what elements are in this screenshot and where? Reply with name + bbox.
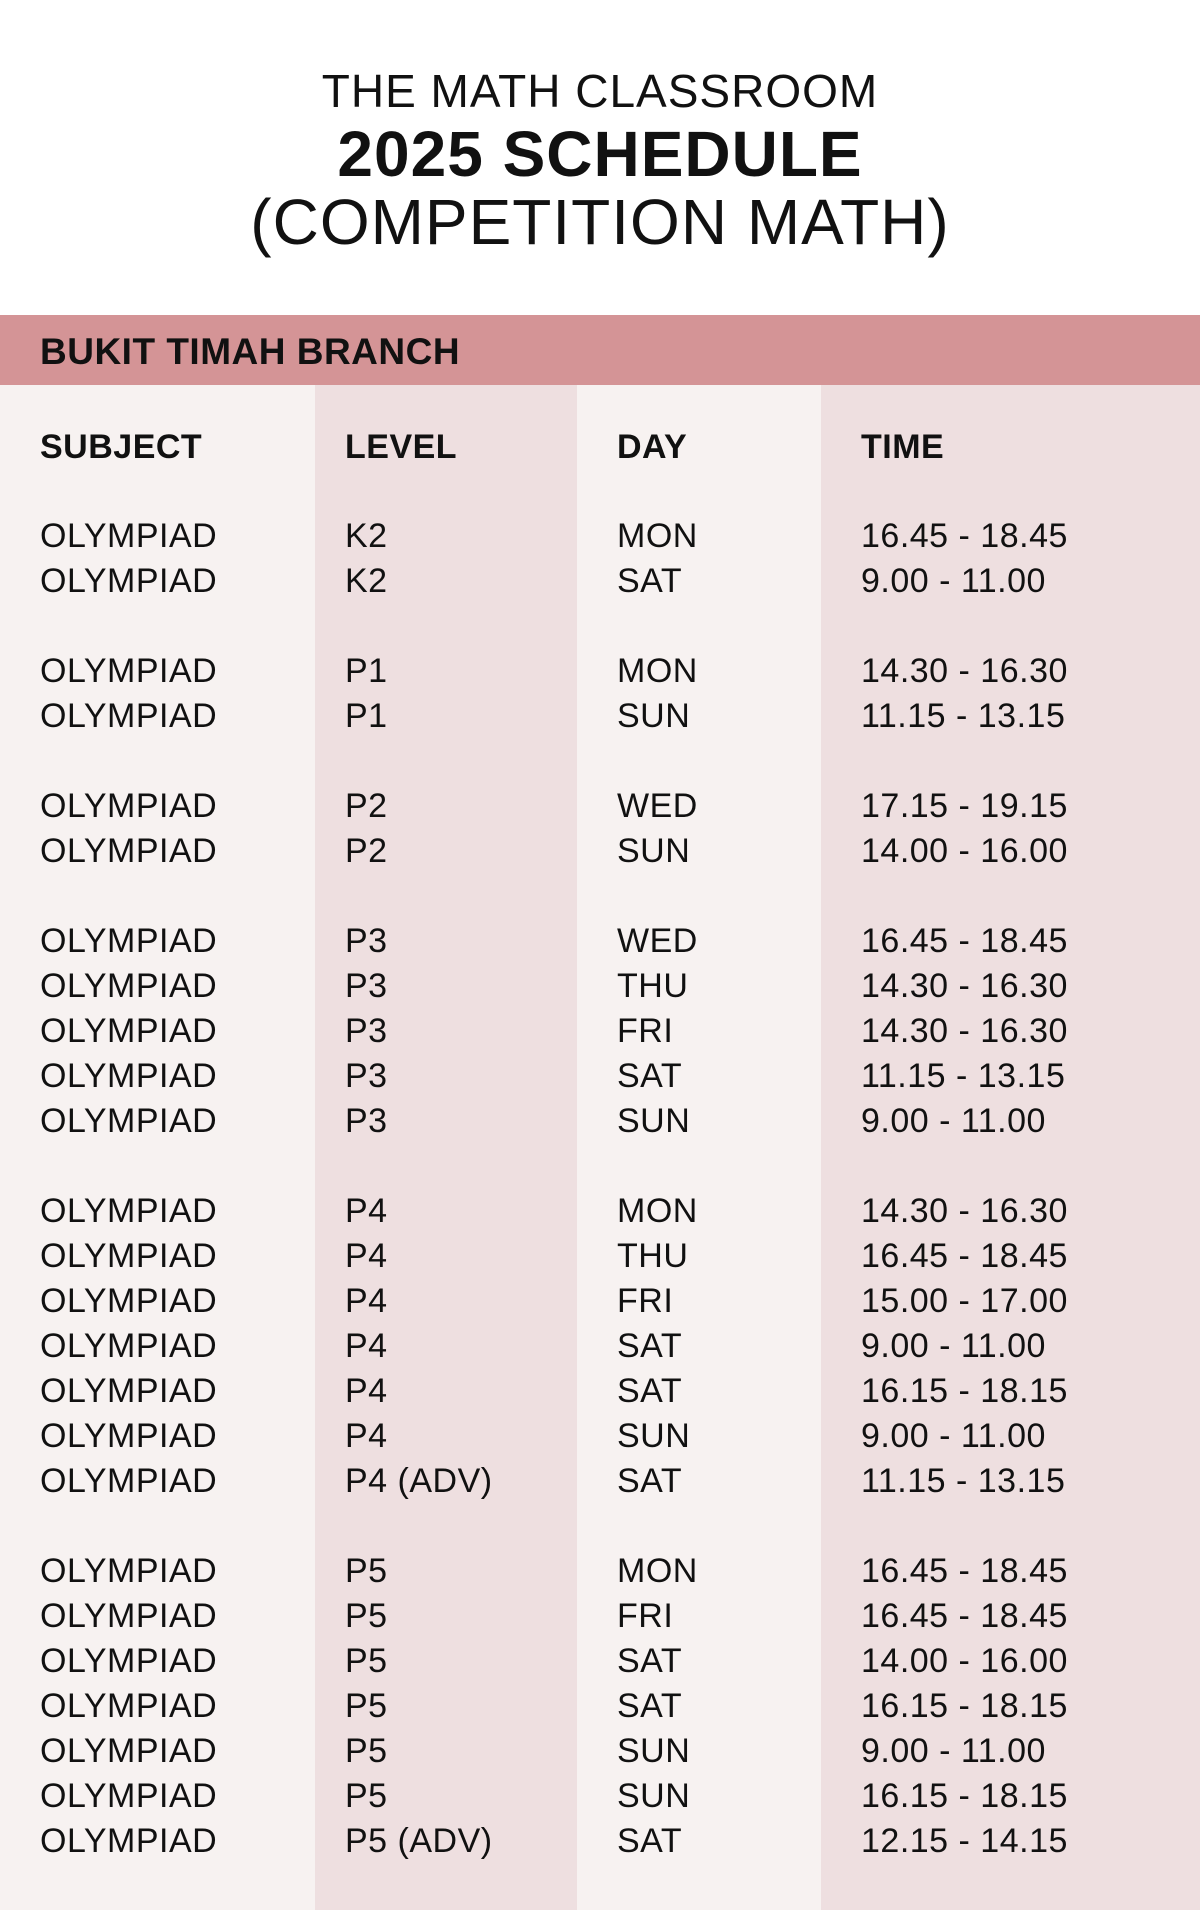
- level-group: [0, 514, 1200, 604]
- table-row: [0, 1774, 1200, 1819]
- day-cell: THU: [617, 967, 689, 1005]
- subject-cell: OLYMPIAD: [40, 1192, 218, 1230]
- time-cell: 16.45 - 18.45: [861, 517, 1068, 555]
- level-cell: P2: [345, 832, 388, 870]
- level-cell: P5: [345, 1732, 388, 1770]
- day-cell: SAT: [617, 1822, 683, 1860]
- level-group: [0, 919, 1200, 1144]
- day-cell: MON: [617, 652, 698, 690]
- time-cell: 16.45 - 18.45: [861, 1597, 1068, 1635]
- subject-cell: OLYMPIAD: [40, 562, 218, 600]
- level-cell: P5 (ADV): [345, 1822, 493, 1860]
- time-cell: 12.15 - 14.15: [861, 1822, 1068, 1860]
- table-row: [0, 1819, 1200, 1864]
- day-cell: SUN: [617, 1732, 691, 1770]
- day-cell: MON: [617, 517, 698, 555]
- level-group: [0, 1189, 1200, 1504]
- table-row: [0, 1729, 1200, 1774]
- time-cell: 9.00 - 11.00: [861, 1732, 1046, 1770]
- day-cell: SAT: [617, 562, 683, 600]
- schedule-title: 2025 SCHEDULE: [337, 118, 863, 190]
- level-cell: P1: [345, 697, 388, 735]
- branch-banner: [0, 315, 1200, 385]
- time-cell: 9.00 - 11.00: [861, 1417, 1046, 1455]
- day-cell: SAT: [617, 1057, 683, 1095]
- table-row: [0, 1054, 1200, 1099]
- level-cell: P3: [345, 967, 388, 1005]
- day-cell: SAT: [617, 1687, 683, 1725]
- table-row: [0, 964, 1200, 1009]
- table-row: [0, 784, 1200, 829]
- subject-cell: OLYMPIAD: [40, 1057, 218, 1095]
- table-row: [0, 694, 1200, 739]
- time-cell: 9.00 - 11.00: [861, 1102, 1046, 1140]
- table-row: [0, 1099, 1200, 1144]
- subject-cell: OLYMPIAD: [40, 517, 218, 555]
- day-cell: SUN: [617, 1102, 691, 1140]
- level-column-header: LEVEL: [345, 428, 458, 466]
- subject-cell: OLYMPIAD: [40, 1282, 218, 1320]
- day-cell: SAT: [617, 1327, 683, 1365]
- time-cell: 17.15 - 19.15: [861, 787, 1068, 825]
- table-row: [0, 829, 1200, 874]
- table-row: [0, 1414, 1200, 1459]
- time-cell: 14.00 - 16.00: [861, 832, 1068, 870]
- time-cell: 9.00 - 11.00: [861, 562, 1046, 600]
- subject-cell: OLYMPIAD: [40, 1237, 218, 1275]
- time-cell: 16.15 - 18.15: [861, 1372, 1068, 1410]
- day-cell: FRI: [617, 1597, 674, 1635]
- table-row: [0, 514, 1200, 559]
- level-group: [0, 784, 1200, 874]
- subject-cell: OLYMPIAD: [40, 1462, 218, 1500]
- subject-cell: OLYMPIAD: [40, 1102, 218, 1140]
- level-cell: P1: [345, 652, 388, 690]
- level-cell: P5: [345, 1777, 388, 1815]
- level-cell: P5: [345, 1597, 388, 1635]
- day-cell: MON: [617, 1552, 698, 1590]
- level-cell: P4: [345, 1372, 388, 1410]
- time-column-header: TIME: [861, 428, 945, 466]
- table-row: [0, 1594, 1200, 1639]
- schedule-rows: [0, 514, 1200, 1909]
- table-row: [0, 1549, 1200, 1594]
- day-cell: FRI: [617, 1012, 674, 1050]
- schedule-subtitle: (COMPETITION MATH): [250, 186, 950, 258]
- subject-cell: OLYMPIAD: [40, 1732, 218, 1770]
- level-cell: P3: [345, 1102, 388, 1140]
- time-cell: 9.00 - 11.00: [861, 1327, 1046, 1365]
- subject-cell: OLYMPIAD: [40, 787, 218, 825]
- table-row: [0, 919, 1200, 964]
- time-cell: 14.30 - 16.30: [861, 967, 1068, 1005]
- subject-cell: OLYMPIAD: [40, 967, 218, 1005]
- subject-cell: OLYMPIAD: [40, 922, 218, 960]
- day-cell: FRI: [617, 1282, 674, 1320]
- time-cell: 14.30 - 16.30: [861, 1192, 1068, 1230]
- subject-cell: OLYMPIAD: [40, 1822, 218, 1860]
- time-cell: 14.00 - 16.00: [861, 1642, 1068, 1680]
- subject-cell: OLYMPIAD: [40, 697, 218, 735]
- subject-column-header: SUBJECT: [40, 428, 203, 466]
- level-group: [0, 649, 1200, 739]
- subject-cell: OLYMPIAD: [40, 1417, 218, 1455]
- level-cell: K2: [345, 517, 388, 555]
- subject-cell: OLYMPIAD: [40, 1777, 218, 1815]
- table-row: [0, 1279, 1200, 1324]
- table-row: [0, 1324, 1200, 1369]
- level-cell: K2: [345, 562, 388, 600]
- day-cell: SUN: [617, 832, 691, 870]
- subject-cell: OLYMPIAD: [40, 1687, 218, 1725]
- subject-cell: OLYMPIAD: [40, 1372, 218, 1410]
- day-cell: SUN: [617, 1777, 691, 1815]
- time-cell: 15.00 - 17.00: [861, 1282, 1068, 1320]
- subject-cell: OLYMPIAD: [40, 1597, 218, 1635]
- day-cell: SAT: [617, 1462, 683, 1500]
- time-cell: 16.45 - 18.45: [861, 922, 1068, 960]
- level-cell: P3: [345, 1012, 388, 1050]
- day-cell: WED: [617, 922, 698, 960]
- level-cell: P4: [345, 1192, 388, 1230]
- subject-cell: OLYMPIAD: [40, 1012, 218, 1050]
- table-row: [0, 1234, 1200, 1279]
- day-cell: SAT: [617, 1642, 683, 1680]
- level-group: [0, 1549, 1200, 1864]
- time-cell: 11.15 - 13.15: [861, 1462, 1066, 1500]
- day-cell: WED: [617, 787, 698, 825]
- table-row: [0, 559, 1200, 604]
- day-cell: SUN: [617, 1417, 691, 1455]
- level-cell: P4: [345, 1327, 388, 1365]
- level-cell: P4: [345, 1237, 388, 1275]
- time-cell: 16.15 - 18.15: [861, 1777, 1068, 1815]
- table-row: [0, 1009, 1200, 1054]
- table-row: [0, 1639, 1200, 1684]
- level-cell: P4: [345, 1282, 388, 1320]
- time-cell: 16.45 - 18.45: [861, 1237, 1068, 1275]
- subject-cell: OLYMPIAD: [40, 652, 218, 690]
- branch-name: BUKIT TIMAH BRANCH: [40, 331, 461, 372]
- level-cell: P4: [345, 1417, 388, 1455]
- time-cell: 16.45 - 18.45: [861, 1552, 1068, 1590]
- time-cell: 11.15 - 13.15: [861, 697, 1066, 735]
- table-row: [0, 1459, 1200, 1504]
- schedule-header: [0, 0, 1200, 315]
- table-row: [0, 1684, 1200, 1729]
- subject-cell: OLYMPIAD: [40, 1552, 218, 1590]
- day-cell: THU: [617, 1237, 689, 1275]
- school-name: THE MATH CLASSROOM: [321, 65, 879, 117]
- level-cell: P3: [345, 1057, 388, 1095]
- time-cell: 16.15 - 18.15: [861, 1687, 1068, 1725]
- time-cell: 14.30 - 16.30: [861, 1012, 1068, 1050]
- subject-cell: OLYMPIAD: [40, 1642, 218, 1680]
- table-row: [0, 1189, 1200, 1234]
- level-cell: P5: [345, 1687, 388, 1725]
- table-row: [0, 649, 1200, 694]
- level-cell: P5: [345, 1552, 388, 1590]
- day-cell: SAT: [617, 1372, 683, 1410]
- subject-cell: OLYMPIAD: [40, 1327, 218, 1365]
- day-column-header: DAY: [617, 428, 688, 466]
- time-cell: 11.15 - 13.15: [861, 1057, 1066, 1095]
- level-cell: P3: [345, 922, 388, 960]
- day-cell: MON: [617, 1192, 698, 1230]
- time-cell: 14.30 - 16.30: [861, 652, 1068, 690]
- day-cell: SUN: [617, 697, 691, 735]
- level-cell: P5: [345, 1642, 388, 1680]
- table-row: [0, 1369, 1200, 1414]
- level-cell: P2: [345, 787, 388, 825]
- subject-cell: OLYMPIAD: [40, 832, 218, 870]
- level-cell: P4 (ADV): [345, 1462, 493, 1500]
